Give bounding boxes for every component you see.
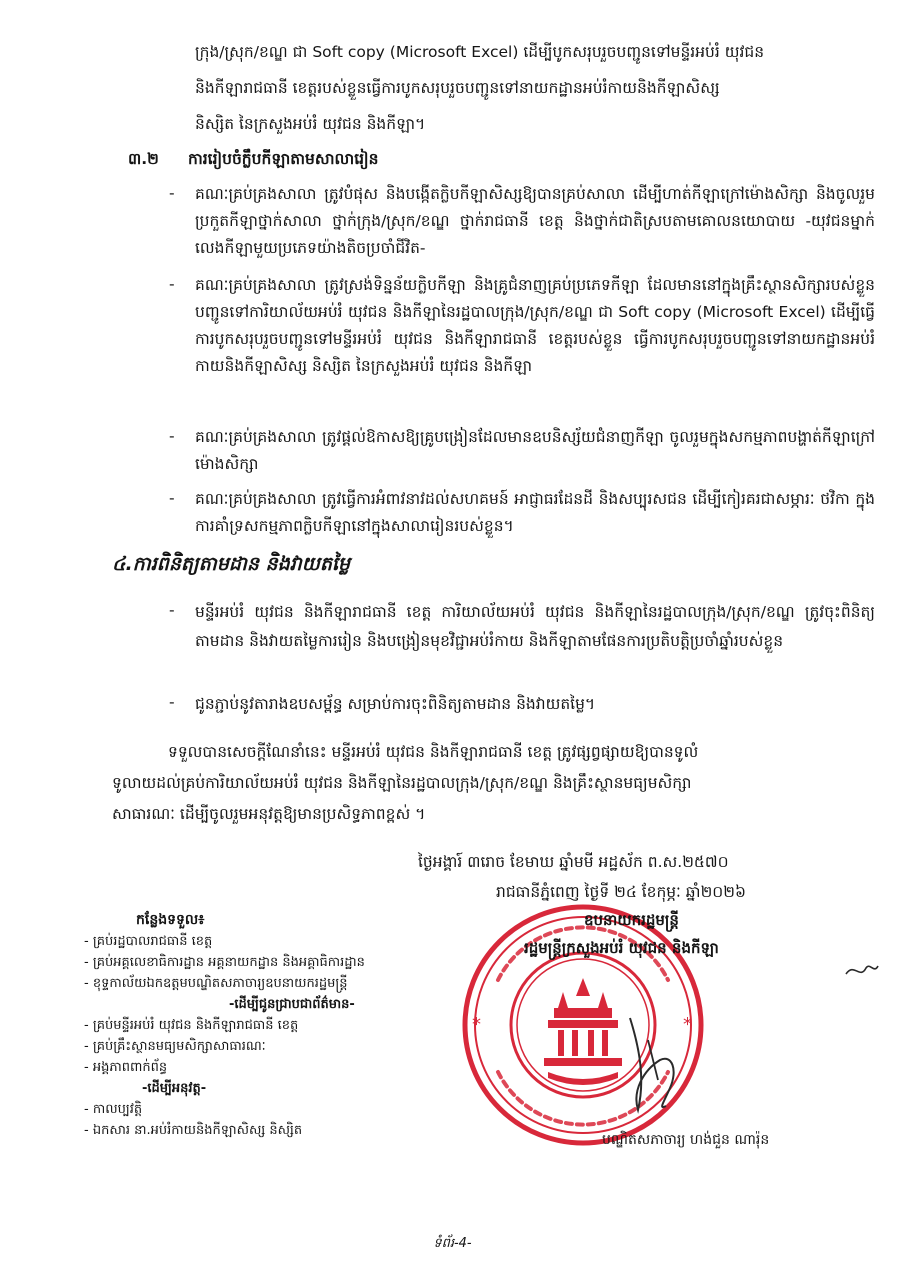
bullet-text: គណៈគ្រប់គ្រងសាលា ត្រូវស្រង់ទិន្នន័យក្លិបកីឡា និងគ្រូជំនាញគ្រប់ប្រភេទកីឡា ដែលមាននៅក្នុងគ្រឹះស្ថានសិក្សារបស់ខ្លួន បញ្ជូនទៅការិយាល័យអប់រំ យុវជន និងកីឡានៃរដ្ឋបាលក្រុង/ស្រុក/ខណ្ឌ ជា Soft copy (Microsoft Excel) ដើម្បីធ្វើការបូកសរុបរួចបញ្ជូនទៅមន្ទីរអប់រំ យុវជន និងកីឡារាជធានី ខេត្តរបស់ខ្លួន ធ្វើការបូកសរុបរួចបញ្ជូនទៅនាយកដ្ឋានអប់រំកាយនិងកីឡាសិស្ស និស្សិត នៃក្រសួងអប់រំ យុវជន និងកីឡា [195, 276, 875, 375]
bullet-text: គណៈគ្រប់គ្រងសាលា ត្រូវបំផុស និងបង្កើតក្លិបកីឡាសិស្សឱ្យបានគ្រប់សាលា ដើម្បីហាត់កីឡាក្រៅម៉ោងសិក្សា និងចូលរួមប្រកួតកីឡាថ្នាក់សាលា ថ្នាក់ក្រុង/ស្រុក/ខណ្ឌ ថ្នាក់រាជធានី ខេត្ត និងថ្នាក់ជាតិស្របតាមគោលនយោបាយ -យុវជនម្នាក់លេងកីឡាមួយប្រភេទយ៉ាងតិចប្រចាំជីវិត- [195, 185, 875, 257]
text-line: និស្សិត នៃក្រសួងអប់រំ យុវជន និងកីឡា។ [195, 115, 426, 133]
lunar-date: ថ្ងៃអង្គារ៍ ៣រោច ខែមាឃ ឆ្នាំមមី អដ្ឋស័ក ព.ស.២៥៧០ [418, 853, 729, 871]
bullet-item [169, 181, 875, 262]
handwritten-signature-icon [600, 1010, 710, 1120]
text-line: ក្រុង/ស្រុក/ខណ្ឌ ជា Soft copy (Microsoft Excel) ដើម្បីបូកសរុបរួចបញ្ជូនទៅមន្ទីរអប់រំ យុវជន [195, 43, 765, 61]
bullet-text: ជូនភ្ជាប់នូវតារាងឧបសម្ព័ន្ធ សម្រាប់ការចុះពិនិត្យតាមដាន និងវាយតម្លៃ។ [195, 695, 596, 713]
recipient-purpose: -ដើម្បីជូនជ្រាបជាព័ត៌មាន- [229, 997, 355, 1012]
recipients-list [84, 910, 365, 1141]
bullet-text: គណៈគ្រប់គ្រងសាលា ត្រូវផ្ដល់ឱកាសឱ្យគ្រូបង្រៀនដែលមានឧបនិស្ស័យជំនាញកីឡា ចូលរួមក្នុងសកម្មភាពបង្ហាត់កីឡាក្រៅម៉ោងសិក្សា [195, 428, 875, 473]
svg-text:*: * [472, 1014, 481, 1035]
solar-date: រាជធានីភ្នំពេញ ថ្ងៃទី ២៤ ខែកុម្ភៈ ឆ្នាំ២០២៦ [496, 883, 746, 901]
signer-role: ឧបនាយករដ្ឋមន្ត្រី [584, 911, 679, 929]
dash-icon: - [169, 184, 175, 202]
text-line: និងកីឡារាជធានី ខេត្តរបស់ខ្លួនធ្វើការបូកសរុបរួចបញ្ជូនទៅនាយកដ្ឋានអប់រំកាយនិងកីឡាសិស្ស [195, 79, 720, 97]
bullet-text: គណៈគ្រប់គ្រងសាលា ត្រូវធ្វើការអំពាវនាវដល់សហគមន៍ អាជ្ញាធរដែនដី និងសប្បុរសជន ដើម្បីកៀរគរជាសម្ភារៈ ថវិកា ក្នុងការគាំទ្រសកម្មភាពក្លិបកីឡានៅក្នុងសាលារៀនរបស់ខ្លួន។ [195, 490, 875, 535]
section-4-heading: ៤.ការពិនិត្យតាមដាន និងវាយតម្លៃ [112, 553, 350, 575]
recipient-item: - ឯកសារ នា.អប់រំកាយនិងកីឡាសិស្ស និស្សិត [84, 1123, 303, 1138]
page-number: ទំព័រ-4- [433, 1236, 472, 1251]
recipient-item: - កាលប្បវត្តិ [84, 1102, 143, 1117]
bullet-item [169, 598, 875, 656]
dash-icon: - [169, 275, 175, 293]
dash-icon: - [169, 693, 175, 711]
signer-title: រដ្ឋមន្ត្រីក្រសួងអប់រំ យុវជន និងកីឡា [524, 939, 719, 957]
section-number: ៣.២ [128, 150, 159, 168]
text-line: ទទួលបានសេចក្តីណែនាំនេះ មន្ទីរអប់រំ យុវជន និងកីឡារាជធានី ខេត្ត ត្រូវផ្សព្វផ្សាយឱ្យបានទូលំ [168, 743, 699, 761]
initial-mark-icon [842, 956, 882, 986]
dash-icon: - [169, 489, 175, 507]
bullet-text: មន្ទីរអប់រំ យុវជន និងកីឡារាជធានី ខេត្ត ការិយាល័យអប់រំ យុវជន និងកីឡានៃរដ្ឋបាលក្រុង/ស្រុក/ខណ្ឌ ត្រូវចុះពិនិត្យតាមដាន និងវាយតម្លៃការរៀន និងបង្រៀនមុខវិជ្ជាអប់រំកាយ និងកីឡាតាមផែនការប្រតិបត្តិប្រចាំឆ្នាំរបស់ខ្លួន [195, 603, 875, 650]
text-line: ទូលាយដល់គ្រប់ការិយាល័យអប់រំ យុវជន និងកីឡានៃរដ្ឋបាលក្រុង/ស្រុក/ខណ្ឌ និងគ្រឹះស្ថានមធ្យមសិក្សា [112, 774, 692, 792]
recipient-item: - គ្រប់មន្ទីរអប់រំ យុវជន និងកីឡារាជធានី ខេត្ត [84, 1018, 299, 1033]
section-title: ការរៀបចំក្លឹបកីឡាតាមសាលារៀន [188, 150, 379, 168]
dash-icon: - [169, 427, 175, 445]
bullet-item [169, 424, 875, 478]
section-3-2-heading [128, 147, 379, 171]
recipient-item: - គ្រប់អគ្គលេខាធិការដ្ឋាន អគ្គនាយកដ្ឋាន និងអគ្គាធិការដ្ឋាន [84, 955, 365, 970]
signer-name: បណ្ឌិតសភាចារ្យ ហង់ជួន ណារ៉ុន [602, 1132, 770, 1148]
recipient-item: - ខុទ្ទកាល័យឯកឧត្តមបណ្ឌិតសភាចារ្យឧបនាយករដ្ឋមន្ត្រី [84, 976, 348, 991]
recipients-heading: កន្លែងទទួល៖ [136, 912, 205, 928]
recipient-item: - គ្រប់គ្រឹះស្ថានមធ្យមសិក្សាសាធារណៈ [84, 1039, 266, 1054]
bullet-item [169, 486, 875, 540]
recipient-item: - គ្រប់រដ្ឋបាលរាជធានី ខេត្ត [84, 934, 213, 949]
text-line: សាធារណៈ ដើម្បីចូលរួមអនុវត្តឱ្យមានប្រសិទ្ធភាពខ្ពស់ ។ [112, 805, 426, 823]
svg-text:*: * [683, 1014, 692, 1035]
recipient-item: - អង្គភាពពាក់ព័ន្ធ [84, 1060, 168, 1075]
dash-icon: - [169, 601, 175, 619]
recipient-purpose: -ដើម្បីអនុវត្ត- [142, 1081, 207, 1096]
bullet-item [169, 690, 875, 719]
bullet-item [169, 272, 875, 380]
